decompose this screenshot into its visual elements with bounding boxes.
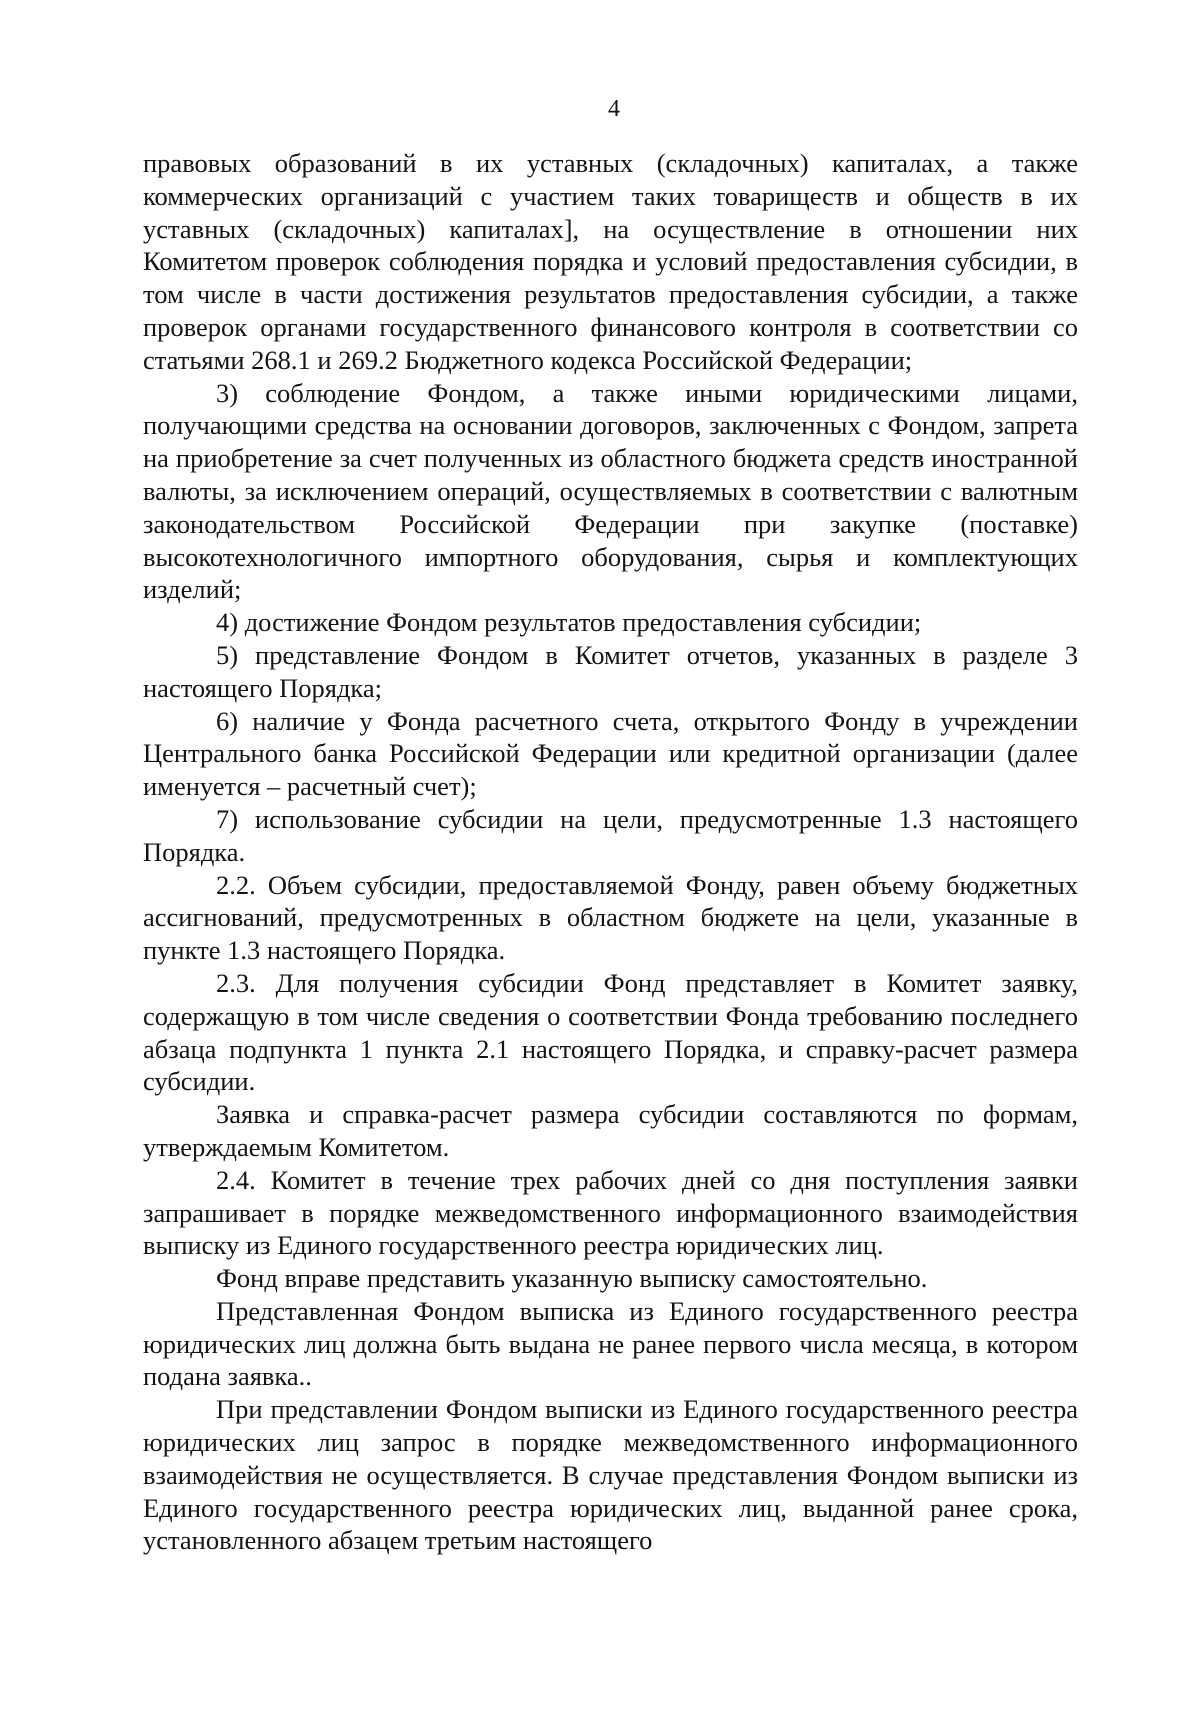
paragraph-forms: Заявка и справка-расчет размера субсидии составляются по формам, утверждаемым Комитетом.	[143, 1099, 1078, 1162]
paragraph-section-2-4: 2.4. Комитет в течение трех рабочих дней со дня поступления заявки запрашивает в порядке межведомственного информационного взаимодействия выписку из Единого государственного реестра юридических лиц.	[143, 1164, 1078, 1261]
paragraph-item-4: 4) достижение Фондом результатов предоставления субсидии;	[216, 607, 922, 638]
paragraph-item-7: 7) использование субсидии на цели, предусмотренные 1.3 настоящего Порядка.	[143, 803, 1078, 867]
document-body	[143, 147, 1078, 1557]
paragraph-item-3: 3) соблюдение Фондом, а также иными юридическими лицами, получающими средства на основании договоров, заключенных с Фондом, запрета на приобретение за счет полученных из областного бюджета средств иностранной валюты, за исключением операций, осуществляемых в соответствии с валютным законодательством Российской Федерации при закупке (поставке) высокотехнологичного импортного оборудования, сырья и комплектующих изделий;	[143, 377, 1078, 605]
paragraph-self-submission: Фонд вправе представить указанную выписку самостоятельно.	[216, 1263, 928, 1294]
paragraph-section-2-2: 2.2. Объем субсидии, предоставляемой Фонду, равен объему бюджетных ассигнований, предусмотренных в областном бюджете на цели, указанные в пункте 1.3 настоящего Порядка.	[143, 869, 1078, 966]
paragraph-item-5: 5) представление Фондом в Комитет отчетов, указанных в разделе 3 настоящего Порядка;	[143, 639, 1078, 703]
paragraph-extract-date: Представленная Фондом выписка из Единого государственного реестра юридических лиц должна быть выдана не ранее первого числа месяца, в котором подана заявка..	[143, 1295, 1078, 1392]
paragraph-section-2-3: 2.3. Для получения субсидии Фонд представляет в Комитет заявку, содержащую в том числе сведения о соответствии Фонда требованию последнего абзаца подпункта 1 пункта 2.1 настоящего Порядка, и справку-расчет размера субсидии.	[143, 967, 1078, 1097]
paragraph-item-6: 6) наличие у Фонда расчетного счета, открытого Фонду в учреждении Центрального банка Российской Федерации или кредитной организации (далее именуется – расчетный счет);	[143, 705, 1078, 802]
paragraph-extract-submission: При представлении Фондом выписки из Единого государственного реестра юридических лиц запрос в порядке межведомственного информационного взаимодействия не осуществляется. В случае представления Фондом выписки из Единого государственного реестра юридических лиц, выданной ранее срока, установленного абзацем третьим настоящего	[143, 1394, 1078, 1556]
page-number: 4	[608, 96, 620, 122]
paragraph-continuation: правовых образований в их уставных (складочных) капиталах, а также коммерческих организаций с участием таких товариществ и обществ в их уставных (складочных) капиталах], на осуществление в отношении них Комитетом проверок соблюдения порядка и условий предоставления субсидии, в том числе в части достижения результатов предоставления субсидии, а также проверок органами государственного финансового контроля в соответствии со статьями 268.1 и 269.2 Бюджетного кодекса Российской Федерации;	[143, 148, 1078, 375]
